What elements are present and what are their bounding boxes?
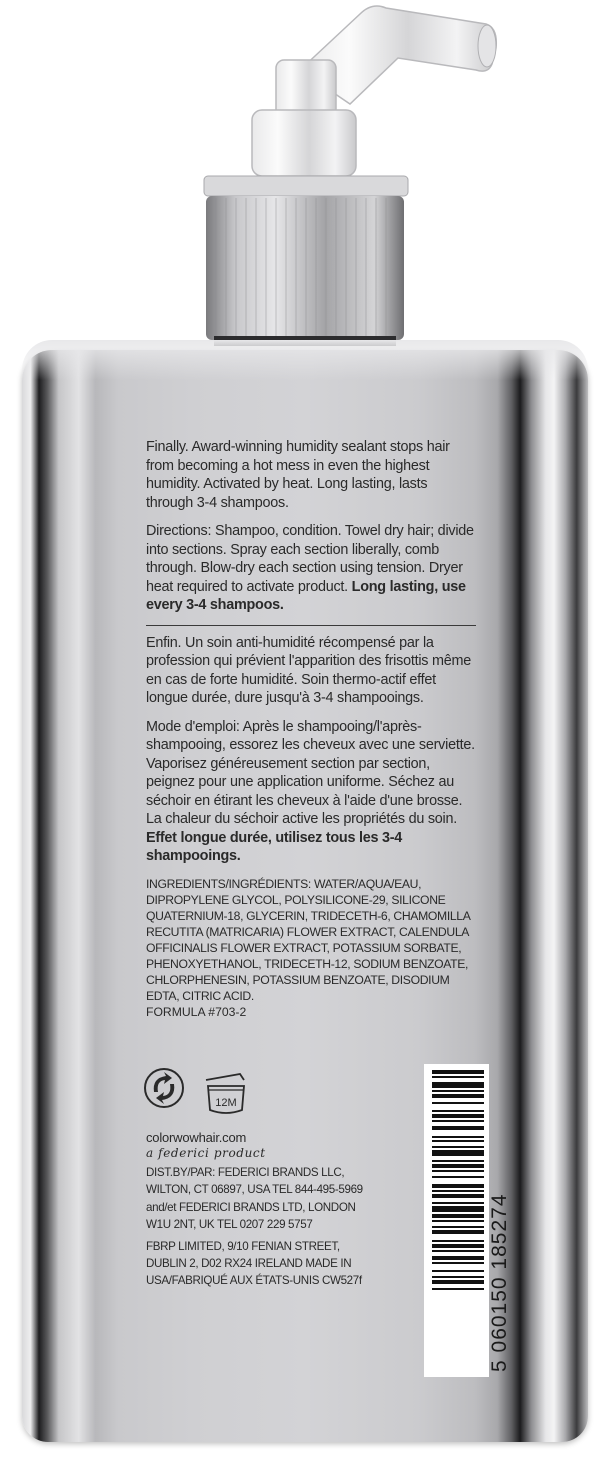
barcode-bar [432,1102,484,1104]
barcode-bar [432,1226,484,1228]
green-dot-recycle-icon [145,1069,183,1107]
barcode-bar [432,1276,484,1278]
barcode-bar [432,1250,484,1252]
formula-number: FORMULA #703-2 [146,1005,247,1020]
barcode-bar [432,1136,484,1138]
barcode-bar [432,1256,484,1260]
barcode [424,1064,489,1377]
barcode-panel [424,1064,489,1377]
barcode-bar [432,1120,484,1122]
ingredients-list: INGREDIENTS/INGRÉDIENTS: WATER/AQUA/EAU, DIPROPYLENE GLYCOL, POLYSILICONE-29, SILICONE QUATERNIUM-18, GLYCERIN, TRIDECETH-6, CHAMOMILLA RECUTITA (MATRICARIA) FLOWER EXTRACT, CALENDULA OFFICINALIS FLOWER EXTRACT, POTASSIUM SORBATE, PHENOXYETHANOL, TRIDECETH-12, SODIUM BENZOATE, CHLORPHENESIN, POTASSIUM BENZOATE, DISODIUM EDTA, CITRIC ACID. [146,876,470,1004]
barcode-bar [432,1184,484,1188]
barcode-bar [432,1176,484,1178]
barcode-bar [432,1240,484,1242]
barcode-number-wrapper [488,1072,510,1372]
barcode-bar [432,1140,484,1142]
barcode-bar [432,1280,484,1284]
barcode-bar [432,1220,484,1222]
barcode-bar [432,1194,484,1198]
barcode-bar [432,1206,484,1212]
barcode-bar [432,1094,484,1098]
english-directions-bold: Long lasting, use every 3-4 shampoos. [146,578,466,613]
barcode-bar [432,1076,484,1078]
english-description: Finally. Award-winning humidity sealant stops hair from becoming a hot mess in even the highest humidity. Activated by heat. Long lasting, lasts through 3-4 shampoos. [146,439,450,511]
barcode-bar [432,1160,484,1162]
barcode-bar [432,1270,484,1272]
distribution-ireland: FBRP LIMITED, 9/10 FENIAN STREET, DUBLIN 2, D02 RX24 IRELAND MADE IN USA/FABRIQUÉ AUX ÉTATS-UNIS CW527f [146,1239,362,1288]
barcode-bar [432,1090,484,1092]
french-directions-bold: Effet longue durée, utilisez tous les 3-4 shampooings. [146,829,403,864]
pao-label: 12M [215,1097,237,1109]
barcode-bar [432,1082,484,1088]
language-divider [146,625,476,626]
bottle-shoulder [22,340,588,380]
open-jar-pao-icon [206,1074,244,1113]
website-url: colorwowhair.com [146,1130,247,1145]
barcode-number: 5 060150 185274 [488,1193,511,1372]
barcode-bar [432,1262,484,1264]
barcode-bar [432,1164,484,1168]
french-directions [146,718,476,866]
packaging-symbols [144,1066,304,1138]
barcode-bar [432,1146,484,1148]
distribution-info [146,1164,376,1294]
barcode-bar [432,1230,484,1234]
barcode-bar [432,1190,484,1192]
barcode-bar [432,1110,484,1112]
english-directions [146,522,476,615]
barcode-bar [432,1244,484,1248]
barcode-bar [432,1202,484,1204]
barcode-bar [432,1126,484,1130]
french-description: Enfin. Un soin anti-humidité récompensé par la profession qui prévient l'apparition des frisottis même en cas de forte humidité. Soin thermo-actif effet longue durée, dure jusqu'à 3-4 shampooings. [146,634,471,706]
barcode-bar [432,1214,484,1218]
label-text-block [146,438,476,1020]
barcode-bar [432,1114,484,1118]
distribution-us-uk: DIST.BY/PAR: FEDERICI BRANDS LLC, WILTON, CT 06897, USA TEL 844-495-5969 and/et FEDERICI BRANDS LTD, LONDON W1U 2NT, UK TEL 0207 229 5757 [146,1166,363,1232]
barcode-bar [432,1170,484,1172]
brand-tagline: a federici product [146,1146,266,1160]
pump-nozzle [0,0,606,360]
barcode-bar [432,1070,484,1074]
english-directions-text: Directions: Shampoo, condition. Towel dry hair; divide into sections. Spray each section liberally, comb through. Blow-dry each section using tension. Dryer heat required to activate product. [146,523,474,595]
barcode-bar [432,1288,484,1290]
barcode-bar [432,1150,484,1156]
french-directions-text: Mode d'emploi: Après le shampooing/l'après-shampooing, essorez les cheveux avec une serviette. Vaporisez généreusement section par section, peignez pour une application uniforme. Séchez au séchoir en étirant les cheveux à l'aide d'une brosse. La chaleur du séchoir active les propriétés du soin. [146,718,475,827]
